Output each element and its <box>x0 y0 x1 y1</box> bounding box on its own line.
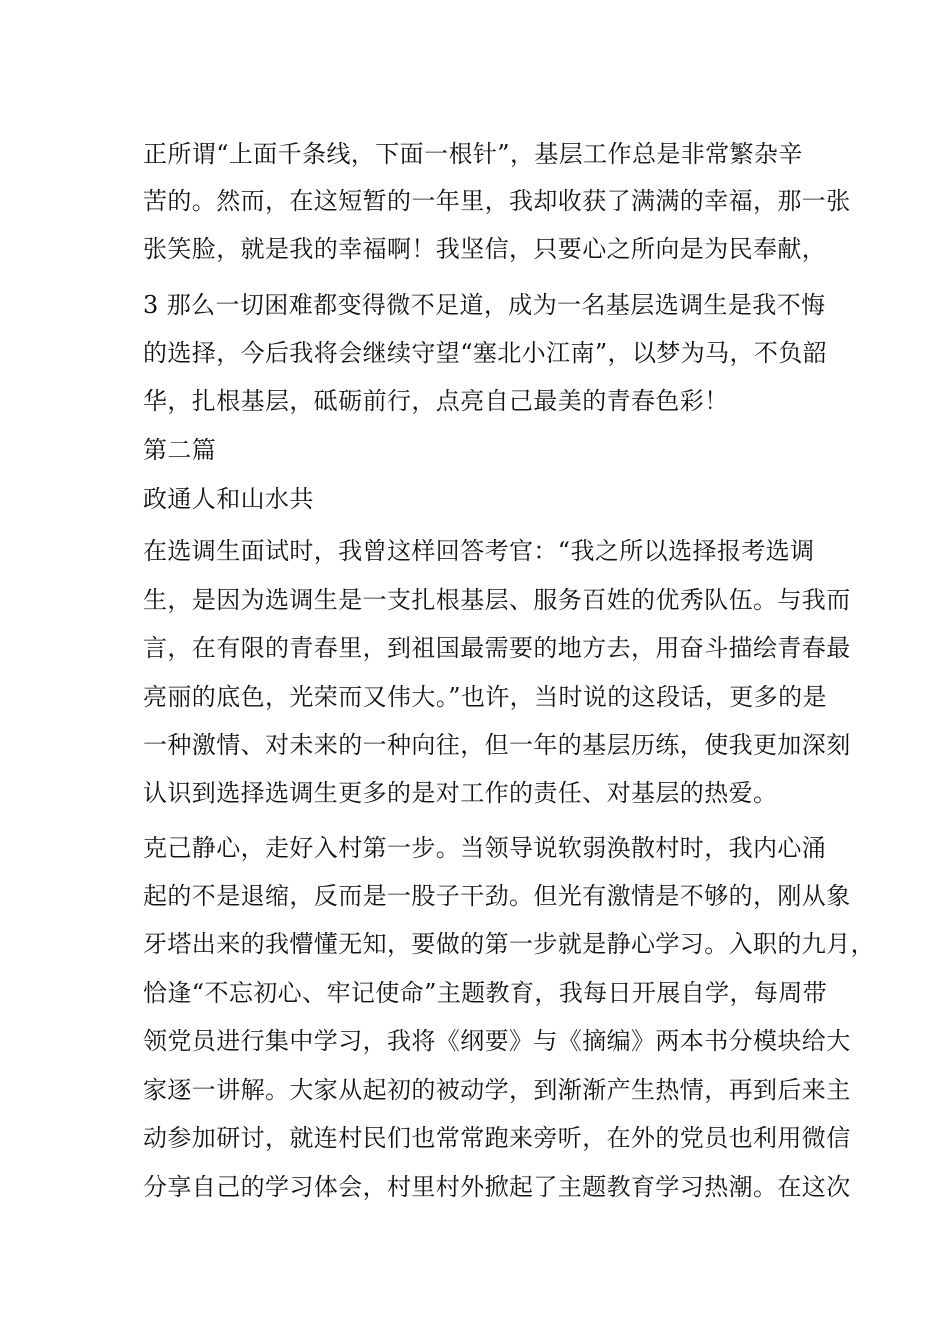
text-line: 生，是因为选调生是一支扎根基层、服务百姓的优秀队伍。与我而 <box>143 586 851 614</box>
text-line: 克己静心，走好入村第一步。当领导说软弱涣散村时，我内心涌 <box>143 834 827 862</box>
text-line: 华，扎根基层，砥砺前行，点亮自己最美的青春色彩！ <box>143 387 729 415</box>
text-line: 在选调生面试时，我曾这样回答考官：“我之所以选择报考选调 <box>143 537 815 565</box>
text-line: 领党员进行集中学习，我将《纲要》与《摘编》两本书分模块给大 <box>143 1027 851 1055</box>
text-line: 张笑脸，就是我的幸福啊！我坚信，只要心之所向是为民奉献， <box>143 235 827 263</box>
text-line: 家逐一讲解。大家从起初的被动学，到渐渐产生热情，再到后来主 <box>143 1076 851 1104</box>
text-line: 起的不是退缩，反而是一股子干劲。但光有激情是不够的，刚从象 <box>143 882 851 910</box>
text-line: 亮丽的底色，光荣而又伟大。”也许，当时说的这段话，更多的是 <box>143 683 827 711</box>
section-heading: 第二篇 <box>143 436 217 464</box>
text-line: 动参加研讨，就连村民们也常常跑来旁听，在外的党员也利用微信 <box>143 1124 851 1152</box>
text-line: 一种激情、对未来的一种向往，但一年的基层历练，使我更加深刻 <box>143 731 851 759</box>
text-line: 正所谓“上面千条线，下面一根针”，基层工作总是非常繁杂辛 <box>143 140 803 168</box>
text-line: 言，在有限的青春里，到祖国最需要的地方去，用奋斗描绘青春最 <box>143 634 851 662</box>
text-line: 恰逢“不忘初心、牢记使命”主题教育，我每日开展自学，每周带 <box>143 979 828 1007</box>
text-line: 的选择，今后我将会继续守望“塞北小江南”，以梦为马，不负韶 <box>143 339 828 367</box>
text-line: 牙塔出来的我懵懂无知，要做的第一步就是静心学习。入职的九月， <box>143 930 875 958</box>
text-line: 分享自己的学习体会，村里村外掀起了主题教育学习热潮。在这次 <box>143 1173 851 1201</box>
text-line: 苦的。然而，在这短暂的一年里，我却收获了满满的幸福，那一张 <box>143 187 851 215</box>
text-line: 3 那么一切困难都变得微不足道，成为一名基层选调生是我不悔 <box>143 291 826 319</box>
text-line: 认识到选择选调生更多的是对工作的责任、对基层的热爱。 <box>143 779 778 807</box>
article-title: 政通人和山水共 <box>143 485 314 513</box>
